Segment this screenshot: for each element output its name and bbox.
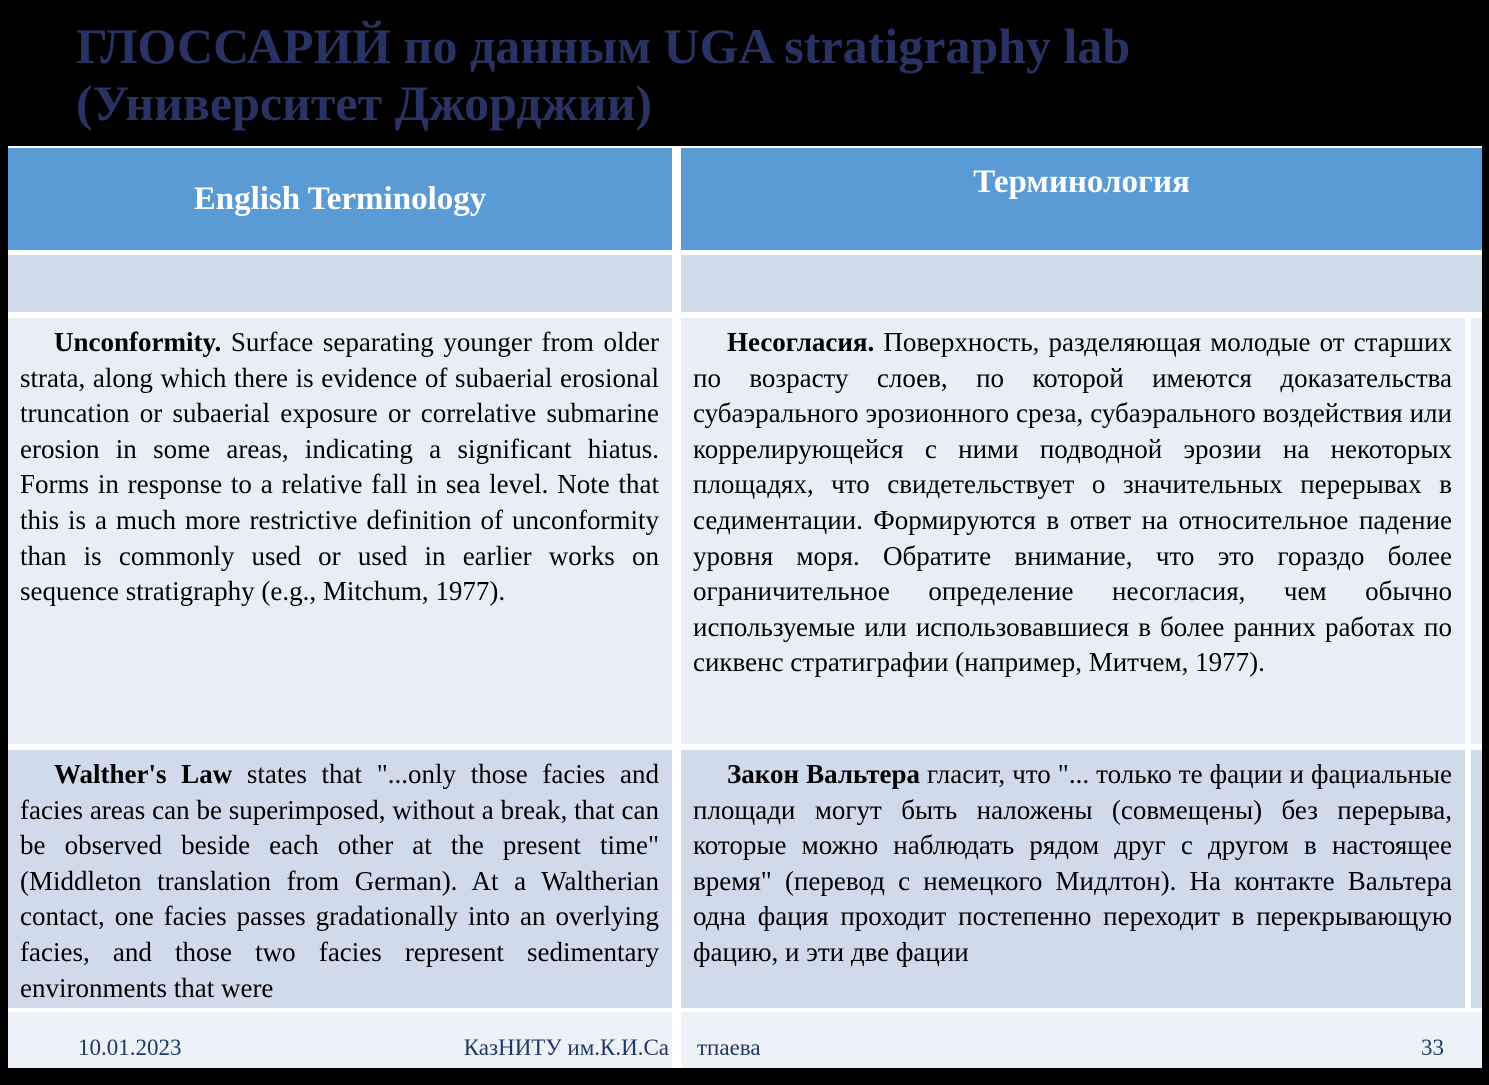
footer-org-name-part1: КазНИТУ им.К.И.Са bbox=[463, 1035, 669, 1060]
empty-cell-right bbox=[681, 255, 1482, 312]
glossary-table bbox=[8, 148, 1482, 1012]
header-russian-label: Терминология bbox=[973, 164, 1190, 200]
footer-left-section bbox=[8, 1012, 672, 1068]
slide-title-line-2: (Университет Джорджии) bbox=[76, 75, 653, 131]
column-divider bbox=[672, 255, 681, 312]
slide-title-line-1: ГЛОССАРИЙ по данным UGA stratigraphy lab bbox=[76, 18, 1131, 74]
column-divider bbox=[672, 148, 681, 250]
cell-walthers-law-ru bbox=[681, 750, 1465, 1008]
unconformity-english-definition bbox=[8, 318, 672, 610]
table-row-unconformity bbox=[8, 318, 1482, 744]
table-right-edge-strip bbox=[1471, 750, 1482, 1008]
cell-unconformity-ru bbox=[681, 318, 1465, 744]
footer-right-section bbox=[681, 1012, 1482, 1068]
footer-org-name-part2: тпаева bbox=[697, 1035, 761, 1060]
walthers-law-term-en: Walther's Law bbox=[54, 759, 233, 789]
walthers-law-definition-text-ru: гласит, что "... только те фации и фациальные площади могут быть наложены (совмещены) без перерыва, которые можно наблюдать рядом друг с другом в настоящее время" (перевод с немецкого Мидлтон). На контакте Вальтера одна фация проходит постепенно переходит в перекрывающую фацию, и эти две фации bbox=[693, 759, 1453, 967]
column-divider bbox=[672, 318, 681, 744]
slide-footer bbox=[8, 1012, 1482, 1068]
unconformity-definition-text-ru: Поверхность, разделяющая молодые от старших по возрасту слоев, по которой имеются доказательства субаэрального эрозионного среза, субаэрального воздействия или коррелирующейся с ними подводной эрозии на некоторых площадях, что свидетельствует о значительных перерывах в седиментации. Формируются в ответ на относительное падение уровня моря. Обратите внимание, что это гораздо более ограничительное определение несогласия, чем обычно используемые или использовавшиеся в более ранних работах по сиквенс стратиграфии (например, Митчем, 1977). bbox=[693, 327, 1452, 678]
empty-cell-left bbox=[8, 255, 672, 312]
unconformity-term-en: Unconformity. bbox=[54, 327, 222, 357]
table-right-edge-strip bbox=[1471, 318, 1482, 744]
unconformity-term-ru: Несогласия. bbox=[727, 327, 875, 357]
header-english-label: English Terminology bbox=[193, 180, 487, 217]
cell-unconformity-en bbox=[8, 318, 672, 744]
footer-page-number: 33 bbox=[1421, 1035, 1444, 1060]
unconformity-definition-text-en: Surface separating younger from older strata, along which there is evidence of subaerial erosional truncation or subaerial exposure or correlative submarine erosion in some areas, indicating a significant hiatus. Forms in response to a relative fall in sea level. Note that this is a much more restrictive definition of unconformity than is commonly used or used in earlier works on sequence stratigraphy (e.g., Mitchum, 1977). bbox=[20, 327, 659, 607]
column-divider bbox=[672, 1012, 681, 1068]
table-row-walthers-law bbox=[8, 750, 1482, 1008]
column-divider bbox=[672, 750, 681, 1008]
walthers-law-definition-text-en: states that "...only those facies and facies areas can be superimposed, without a break, that can be observed beside each other at the present time" (Middleton translation from German). At a Waltherian contact, one facies passes gradationally into an overlying facies, and those two facies represent sedimentary environments that were bbox=[20, 759, 659, 1003]
slide-title bbox=[0, 0, 1489, 146]
walthers-law-english-definition bbox=[8, 750, 672, 1006]
cell-walthers-law-en bbox=[8, 750, 672, 1008]
table-header-row bbox=[8, 148, 1482, 250]
footer-date: 10.01.2023 bbox=[78, 1035, 182, 1060]
unconformity-russian-definition bbox=[681, 318, 1465, 681]
walthers-law-term-ru: Закон Вальтера bbox=[727, 759, 920, 789]
header-cell-english-terminology bbox=[8, 148, 672, 250]
header-cell-terminology-ru bbox=[681, 148, 1482, 250]
walthers-law-russian-definition bbox=[681, 750, 1465, 971]
table-empty-row bbox=[8, 255, 1482, 312]
